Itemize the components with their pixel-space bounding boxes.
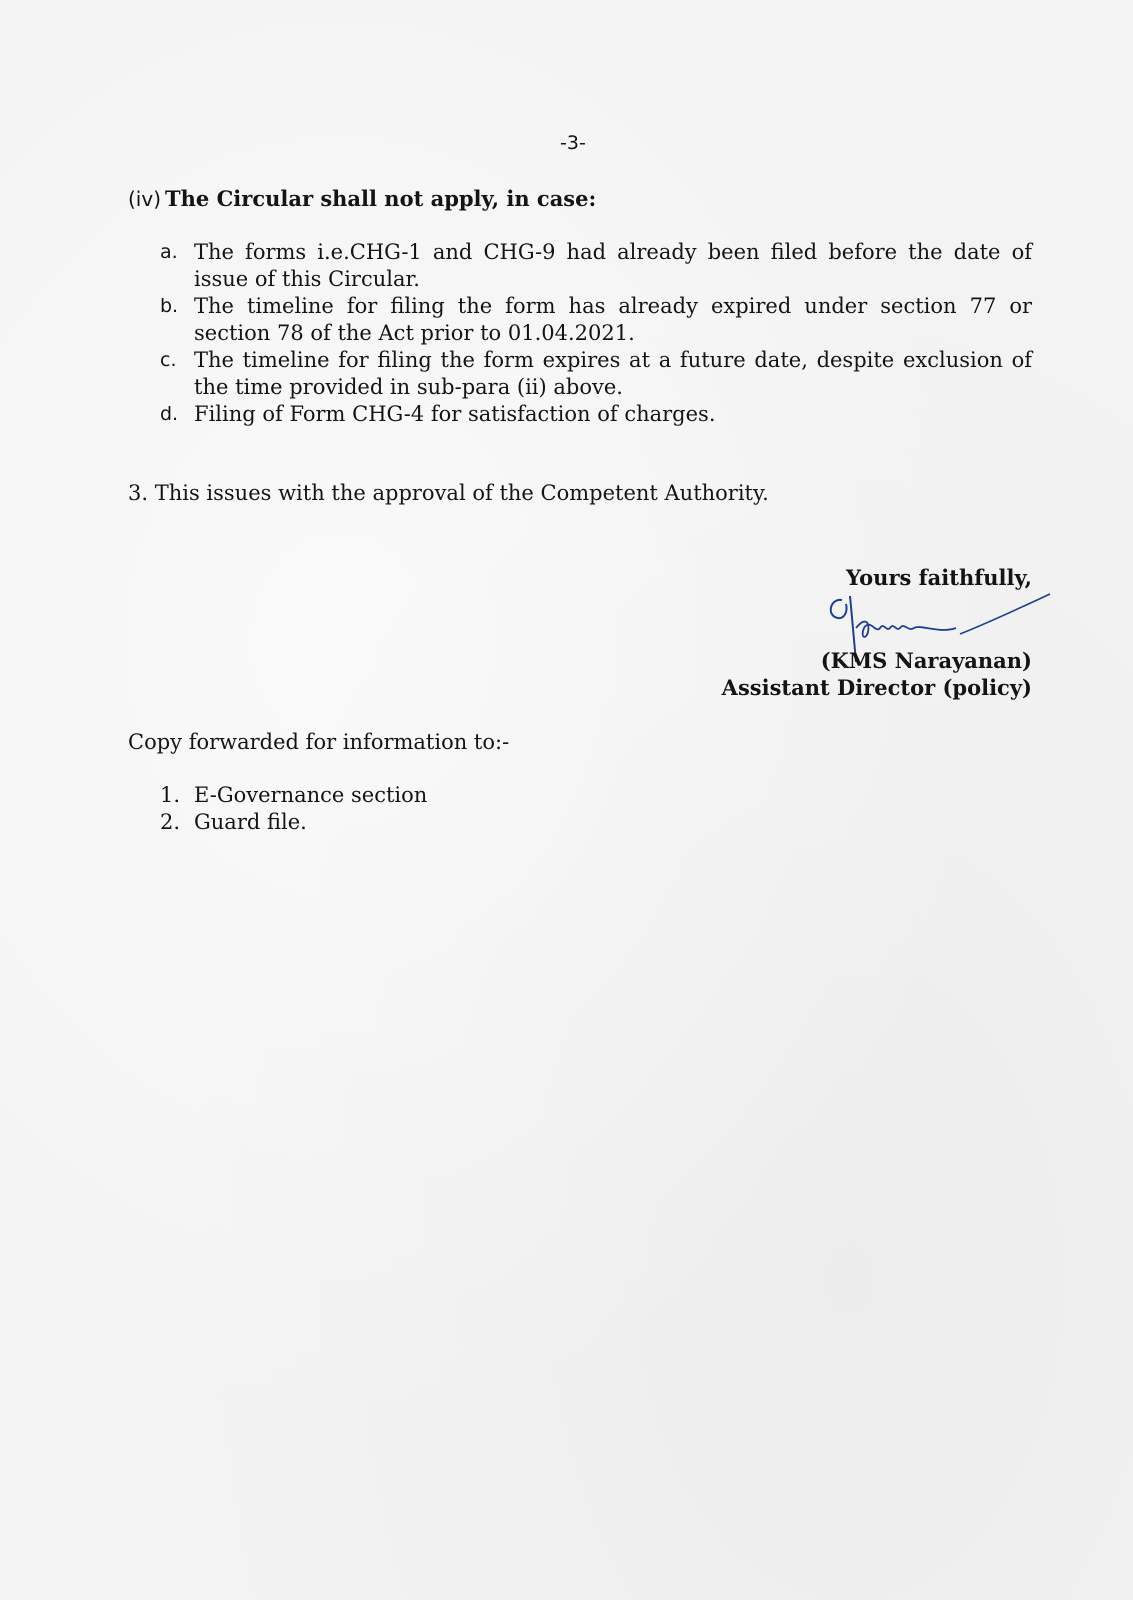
clause-text: Filing of Form CHG-4 for satisfaction of charges. — [194, 402, 716, 426]
section-title: The Circular shall not apply, in case: — [165, 186, 597, 211]
clause-item — [160, 401, 1032, 428]
list-item — [160, 809, 427, 836]
approval-paragraph: 3. This issues with the approval of the Competent Authority. — [128, 481, 769, 505]
clause-marker: b. — [160, 295, 179, 317]
clause-marker: a. — [160, 241, 178, 263]
signatory-designation: Assistant Director (policy) — [721, 675, 1032, 700]
signatory-name: (KMS Narayanan) — [820, 648, 1032, 673]
clause-item — [160, 347, 1032, 401]
clause-text: The timeline for filing the form has already expired under section 77 or section 78 of the Act prior to 01.04.2021. — [194, 294, 1032, 345]
list-item-marker: 1. — [160, 783, 181, 807]
copy-forwarded-heading: Copy forwarded for information to:- — [128, 730, 510, 754]
list-item-text: E-Governance section — [194, 783, 428, 807]
section-number: (iv) — [128, 187, 161, 211]
page-number: -3- — [560, 132, 586, 154]
clause-item — [160, 293, 1032, 347]
clause-text: The forms i.e.CHG-1 and CHG-9 had already been filed before the date of issue of this Circular. — [194, 240, 1032, 291]
section-heading — [128, 186, 596, 211]
copy-forwarded-list — [160, 782, 427, 836]
clause-marker: d. — [160, 403, 179, 425]
list-item — [160, 782, 427, 809]
closing-salutation: Yours faithfully, — [846, 565, 1032, 590]
clause-item — [160, 239, 1032, 293]
clause-list — [160, 239, 1032, 428]
clause-text: The timeline for filing the form expires at a future date, despite exclusion of the time provided in sub-para (ii) above. — [194, 348, 1032, 399]
clause-marker: c. — [160, 349, 177, 371]
list-item-text: Guard file. — [194, 810, 307, 834]
list-item-marker: 2. — [160, 810, 181, 834]
